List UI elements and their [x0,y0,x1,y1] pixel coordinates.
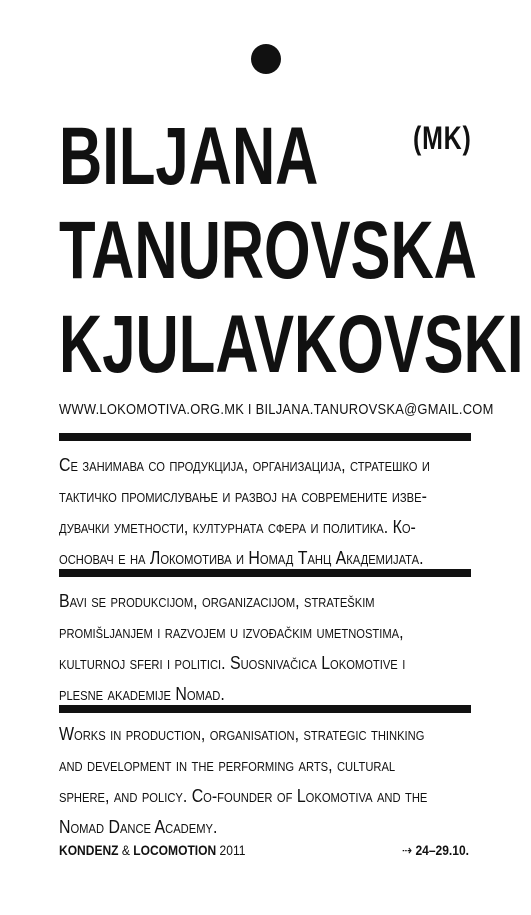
email-link[interactable]: BILJANA.TANUROVSKA@GMAIL.COM [255,401,494,418]
divider-rule [59,569,471,577]
bio-line: основач е на Локомотива и Номад Танц Академијата. [59,547,424,568]
bio-line: Nomad Dance Academy. [59,816,218,837]
bio-line: Bavi se produkcijom, organizacijom, strateškim [59,590,375,611]
bio-line: promišljanjem i razvojem u izvođačkim umetnostima, [59,621,404,642]
bio-line: Works in production, organisation, strategic thinking [59,723,425,744]
festival-year: 2011 [219,842,246,858]
bio-english [59,718,463,842]
arrow-icon: ⇢ [402,842,413,858]
bio-line: тактичко промислување и развој на современите изве- [59,485,427,506]
ampersand: & [121,842,130,858]
website-link[interactable]: WWW.LOKOMOTIVA.ORG.MK [59,401,245,418]
bio-serbian [59,585,463,709]
performance-dates [402,842,469,859]
divider-rule [59,433,471,441]
bio-line: дувачки уметности, културната сфера и политика. Ко- [59,516,416,537]
festival-credit [59,842,245,858]
date-range: 24–29.10. [415,842,470,858]
bio-line: kulturnoj sferi i politici. Suosnivačica Lokomotive i [59,652,406,673]
divider-rule [59,705,471,713]
festival-name-kondenz: KONDENZ [59,842,119,858]
contact-separator: I [247,401,252,418]
name-line-third: KJULAVKOVSKI [59,299,524,390]
tag-hole [251,44,281,74]
bio-macedonian [59,449,463,573]
bio-line: sphere, and policy. Co-founder of Lokomotiva and the [59,785,428,806]
country-code: (MK) [413,120,472,156]
festival-name-locomotion: LOCOMOTION [133,842,217,858]
bio-line: Се занимава со продукција, организација, стратешко и [59,454,430,475]
contact-line [59,401,494,418]
name-line-first: BILJANA [59,111,319,202]
bio-line: plesne akademije Nomad. [59,683,225,704]
name-line-second: TANUROVSKA [59,205,477,296]
bio-line: and development in the performing arts, cultural [59,754,396,775]
